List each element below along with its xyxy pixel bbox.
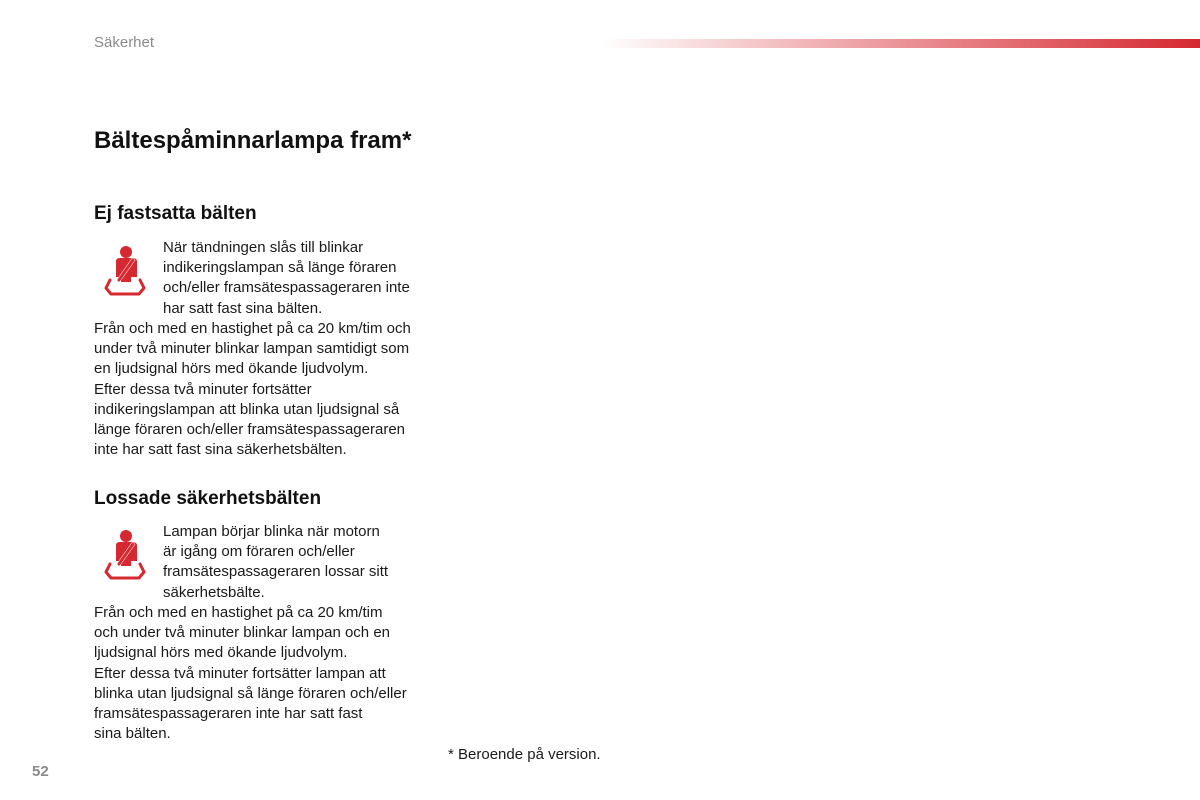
section-1-icon-text [163,238,410,319]
text-line: under två minuter blinkar lampan samtidigt som [94,340,410,358]
text-line: När tändningen slås till blinkar [163,239,364,256]
page-title: Bältespåminnarlampa fram* [94,127,412,154]
section-2-body-text [94,603,407,744]
text-line: indikeringslampan så länge föraren [163,259,397,277]
section-2-icon-text [163,522,388,603]
text-line: inte har satt fast sina säkerhetsbälten. [94,441,347,459]
text-line: länge föraren och/eller framsätespassageraren [94,421,406,439]
text-line: har satt fast sina bälten. [163,299,323,317]
text-line: Efter dessa två minuter fortsätter [94,380,312,398]
section-label: Säkerhet [94,34,155,51]
text-line: är igång om föraren och/eller [163,543,355,561]
text-line: Från och med en hastighet på ca 20 km/tim [94,604,383,621]
text-line: Efter dessa två minuter fortsätter lampan att [94,664,386,682]
section-heading-unfastened: Ej fastsatta bälten [94,203,257,224]
text-line: blinka utan ljudsignal så länge föraren och/eller [94,684,407,702]
seatbelt-warning-icon [102,528,148,582]
text-line: och/eller framsätespassageraren inte [163,279,410,297]
text-line: sina bälten. [94,725,171,743]
text-line: och under två minuter blinkar lampan och en [94,624,391,642]
section-1-body-text [94,319,411,460]
text-line: Från och med en hastighet på ca 20 km/tim och [94,320,411,337]
page-number: 52 [32,763,49,780]
footnote: * Beroende på version. [448,746,601,763]
section-heading-unbuckled: Lossade säkerhetsbälten [94,488,322,509]
text-line: indikeringslampan att blinka utan ljudsignal så [94,400,400,418]
text-line: säkerhetsbälte. [163,583,265,601]
text-line: framsätespassageraren lossar sitt [163,563,389,581]
text-line: framsätespassageraren inte har satt fast [94,705,363,723]
text-line: ljudsignal hörs med ökande ljudvolym. [94,644,348,662]
header-accent-bar [600,39,1200,48]
seatbelt-warning-icon [102,244,148,298]
text-line: Lampan börjar blinka när motorn [163,523,380,540]
text-line: en ljudsignal hörs med ökande ljudvolym. [94,360,369,378]
